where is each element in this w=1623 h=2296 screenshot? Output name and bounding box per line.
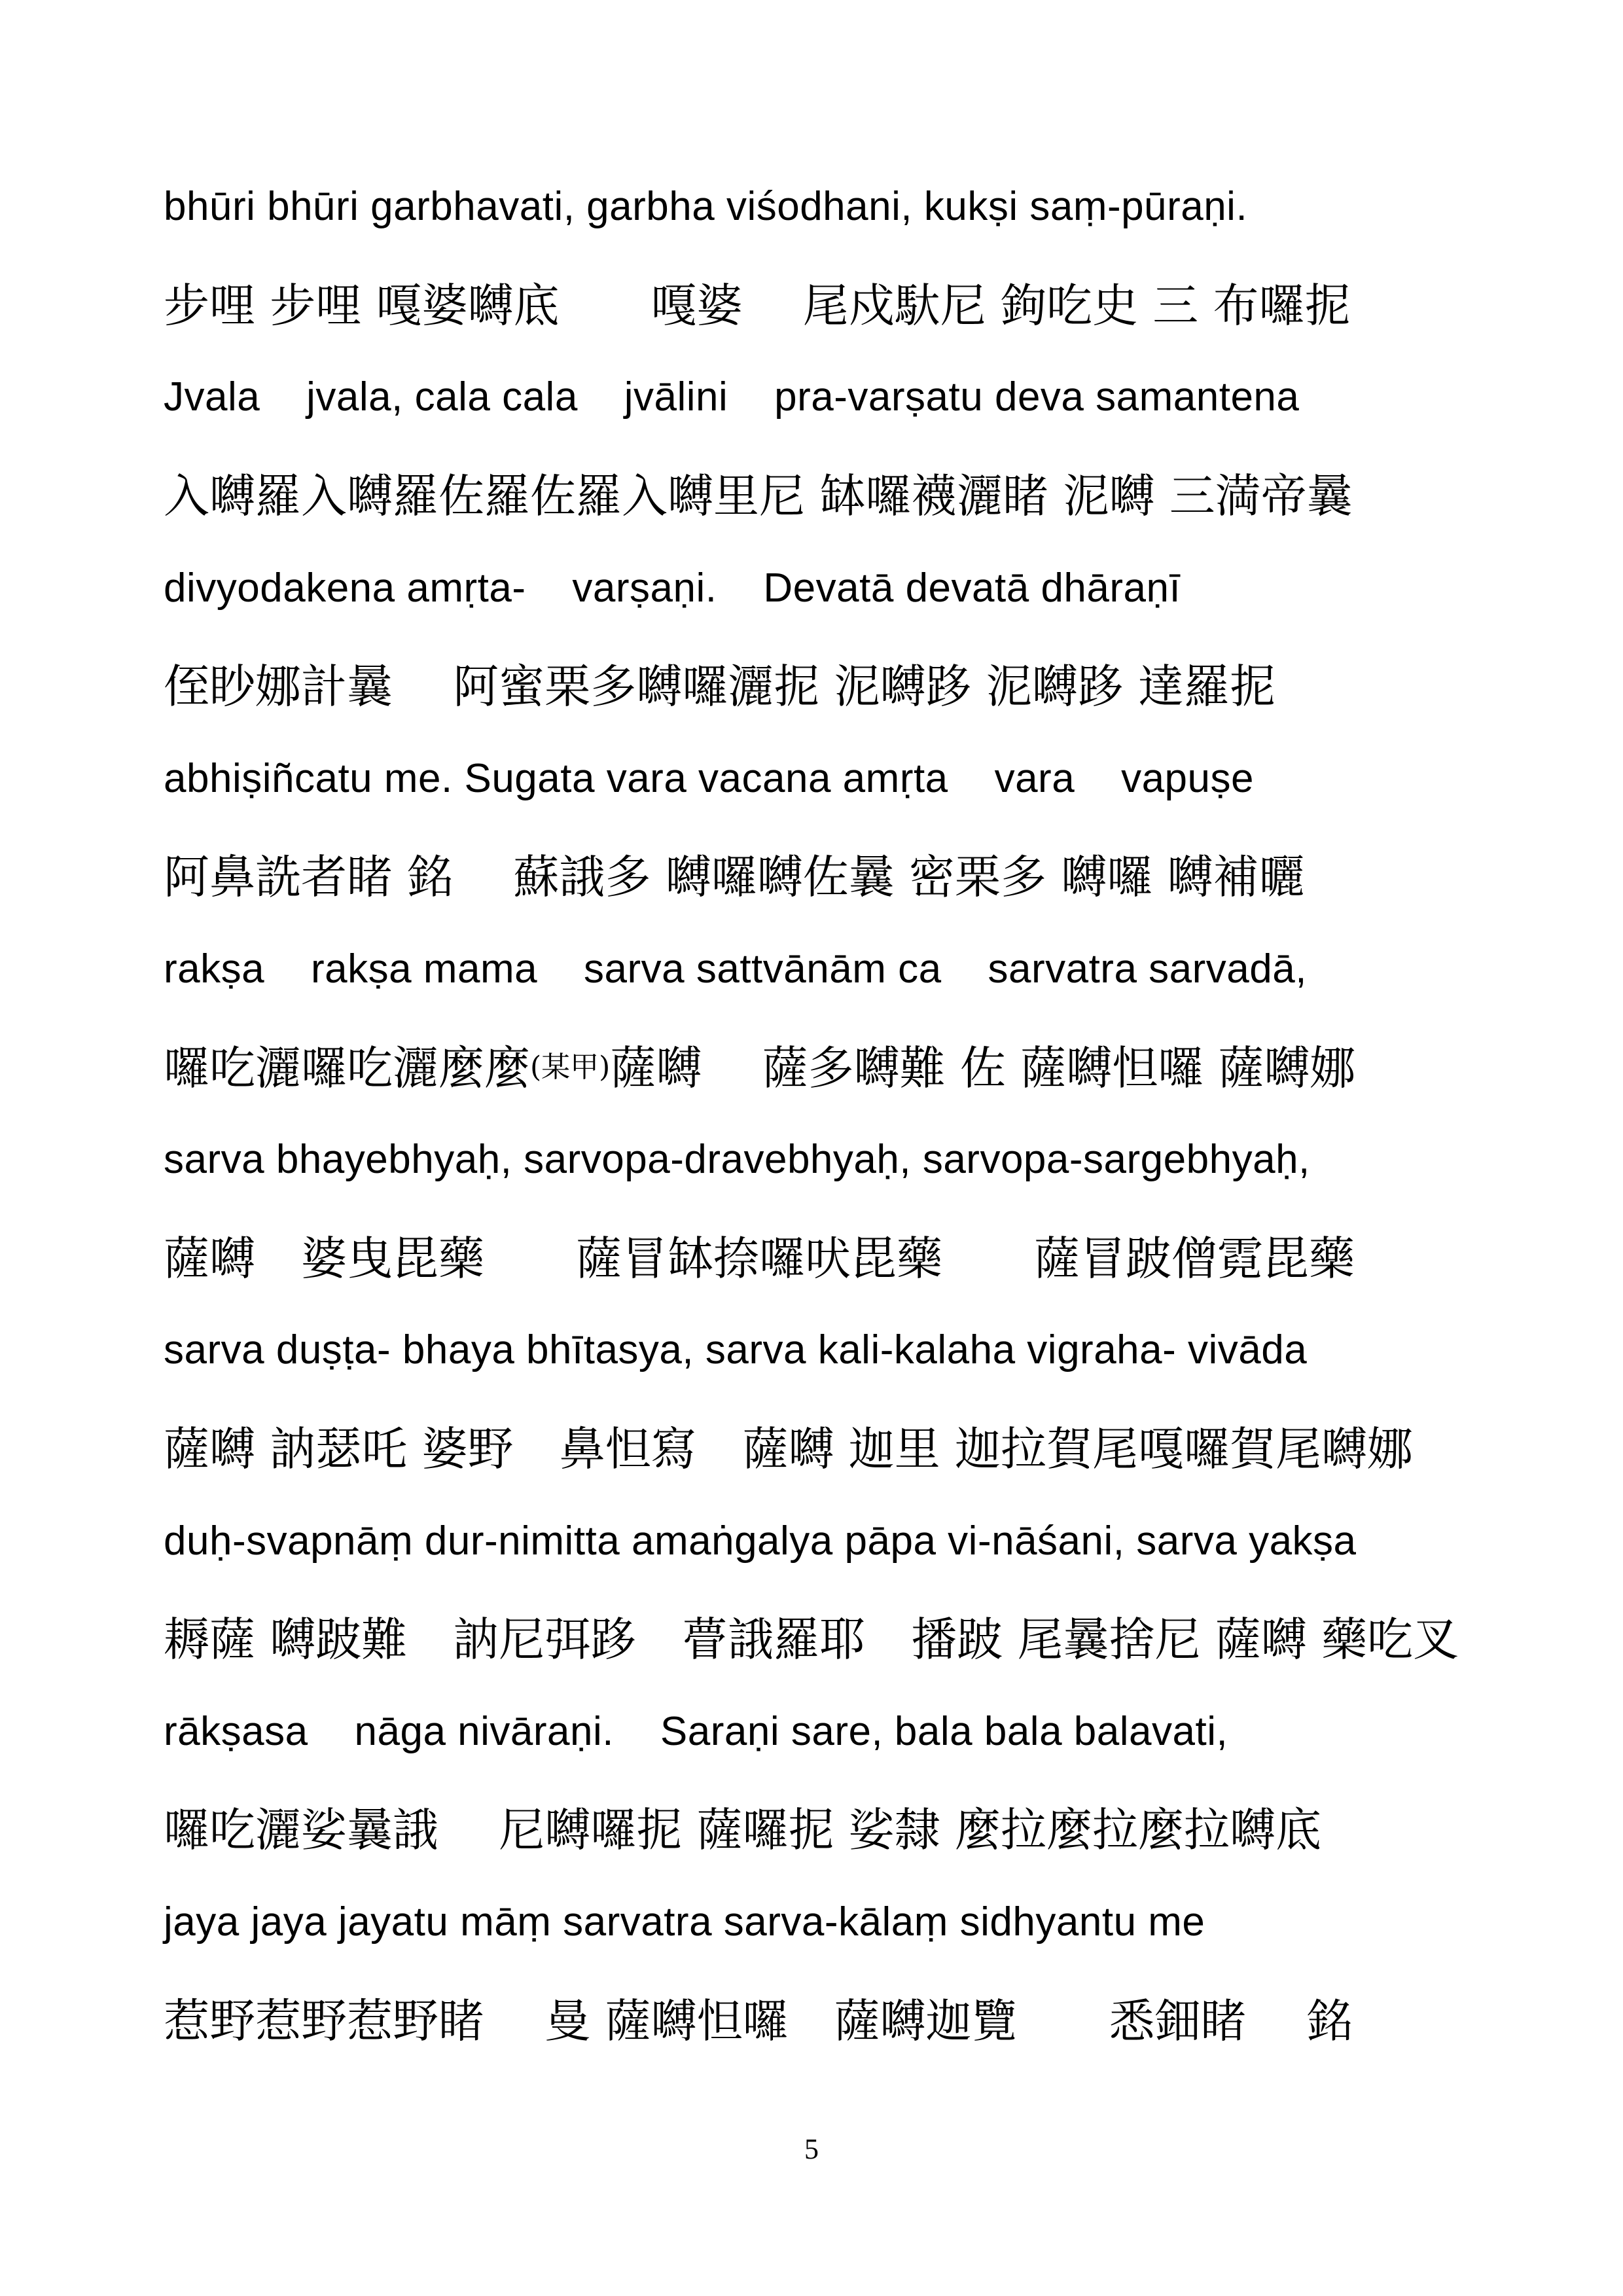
sanskrit-line-2: Jvala jvala, cala cala jvālini pra-varṣatu deva samantena xyxy=(164,374,1300,420)
sanskrit-line-8: duḥ-svapnāṃ dur-nimitta amaṅgalya pāpa vi-nāśani, sarva yakṣa xyxy=(164,1518,1357,1564)
chinese-transliteration-line-9: 囉吃灑娑曩誐 尼嚩囉抳 薩囉抳 娑隸 麼拉麼拉麼拉嚩底 xyxy=(164,1803,1322,1857)
sanskrit-line-7: sarva duṣṭa- bhaya bhītasya, sarva kali-kalaha vigraha- vivāda xyxy=(164,1327,1308,1373)
chinese-transliteration-line-1: 步哩 步哩 嘎婆嚩底 嘎婆 尾戍馱尼 鉤吃史 三 布囉抳 xyxy=(164,278,1351,332)
chinese-transliteration-line-8: 耨薩 嚩跛難 訥尼弭跢 瞢誐羅耶 播跛 尾曩捨尼 薩嚩 藥吃叉 xyxy=(164,1613,1459,1667)
sanskrit-line-3: divyodakena amṛta- varṣaṇi. Devatā devatā dhāraṇī xyxy=(164,565,1181,611)
cjk-text-post: 薩嚩 薩多嚩難 佐 薩嚩怛囉 薩嚩娜 xyxy=(610,1041,1356,1095)
chinese-transliteration-line-4: 阿鼻詵者睹 銘 蘇誐多 嚩囉嚩佐曩 密栗多 嚩囉 嚩補曬 xyxy=(164,850,1305,905)
dharani-text-block xyxy=(164,159,1525,2065)
chinese-transliteration-line-2: 入嚩羅入嚩羅佐羅佐羅入嚩里尼 缽囉襪灑睹 泥嚩 三満帝曩 xyxy=(164,469,1353,524)
chinese-transliteration-line-5 xyxy=(164,1016,1525,1112)
sanskrit-line-9: rākṣasa nāga nivāraṇi. Saraṇi sare, bala bala balavati, xyxy=(164,1708,1228,1754)
cjk-text-pre: 囉吃灑囉吃灑麼麼 xyxy=(164,1041,530,1095)
chinese-transliteration-line-6: 薩嚩 婆曳毘藥 薩冒缽捺囉吠毘藥 薩冒跛僧霓毘藥 xyxy=(164,1231,1355,1285)
chinese-transliteration-line-3: 侄眇娜計曩 阿蜜栗多嚩囉灑抳 泥嚩跢 泥嚩跢 達羅抳 xyxy=(164,660,1276,714)
sanskrit-line-10: jaya jaya jayatu māṃ sarvatra sarva-kālaṃ sidhyantu me xyxy=(164,1899,1205,1945)
practitioner-name-placeholder-note: (某甲) xyxy=(530,1050,611,1085)
sanskrit-line-1: bhūri bhūri garbhavati, garbha viśodhani, kukṣi saṃ-pūraṇi. xyxy=(164,184,1248,230)
sanskrit-line-6: sarva bhayebhyaḥ, sarvopa-dravebhyaḥ, sarvopa-sargebhyaḥ, xyxy=(164,1137,1310,1183)
chinese-transliteration-line-7: 薩嚩 訥瑟吒 婆野 鼻怛寫 薩嚩 迦里 迦拉賀尾嘎囉賀尾嚩娜 xyxy=(164,1422,1414,1477)
sanskrit-line-5: rakṣa rakṣa mama sarva sattvānām ca sarvatra sarvadā, xyxy=(164,946,1307,992)
chinese-transliteration-line-10: 惹野惹野惹野睹 曼 薩嚩怛囉 薩嚩迦覽 悉鈿睹 銘 xyxy=(164,1994,1353,2048)
page-number: 5 xyxy=(804,2133,819,2165)
sanskrit-line-4: abhiṣiñcatu me. Sugata vara vacana amṛta vara vapuṣe xyxy=(164,755,1255,801)
